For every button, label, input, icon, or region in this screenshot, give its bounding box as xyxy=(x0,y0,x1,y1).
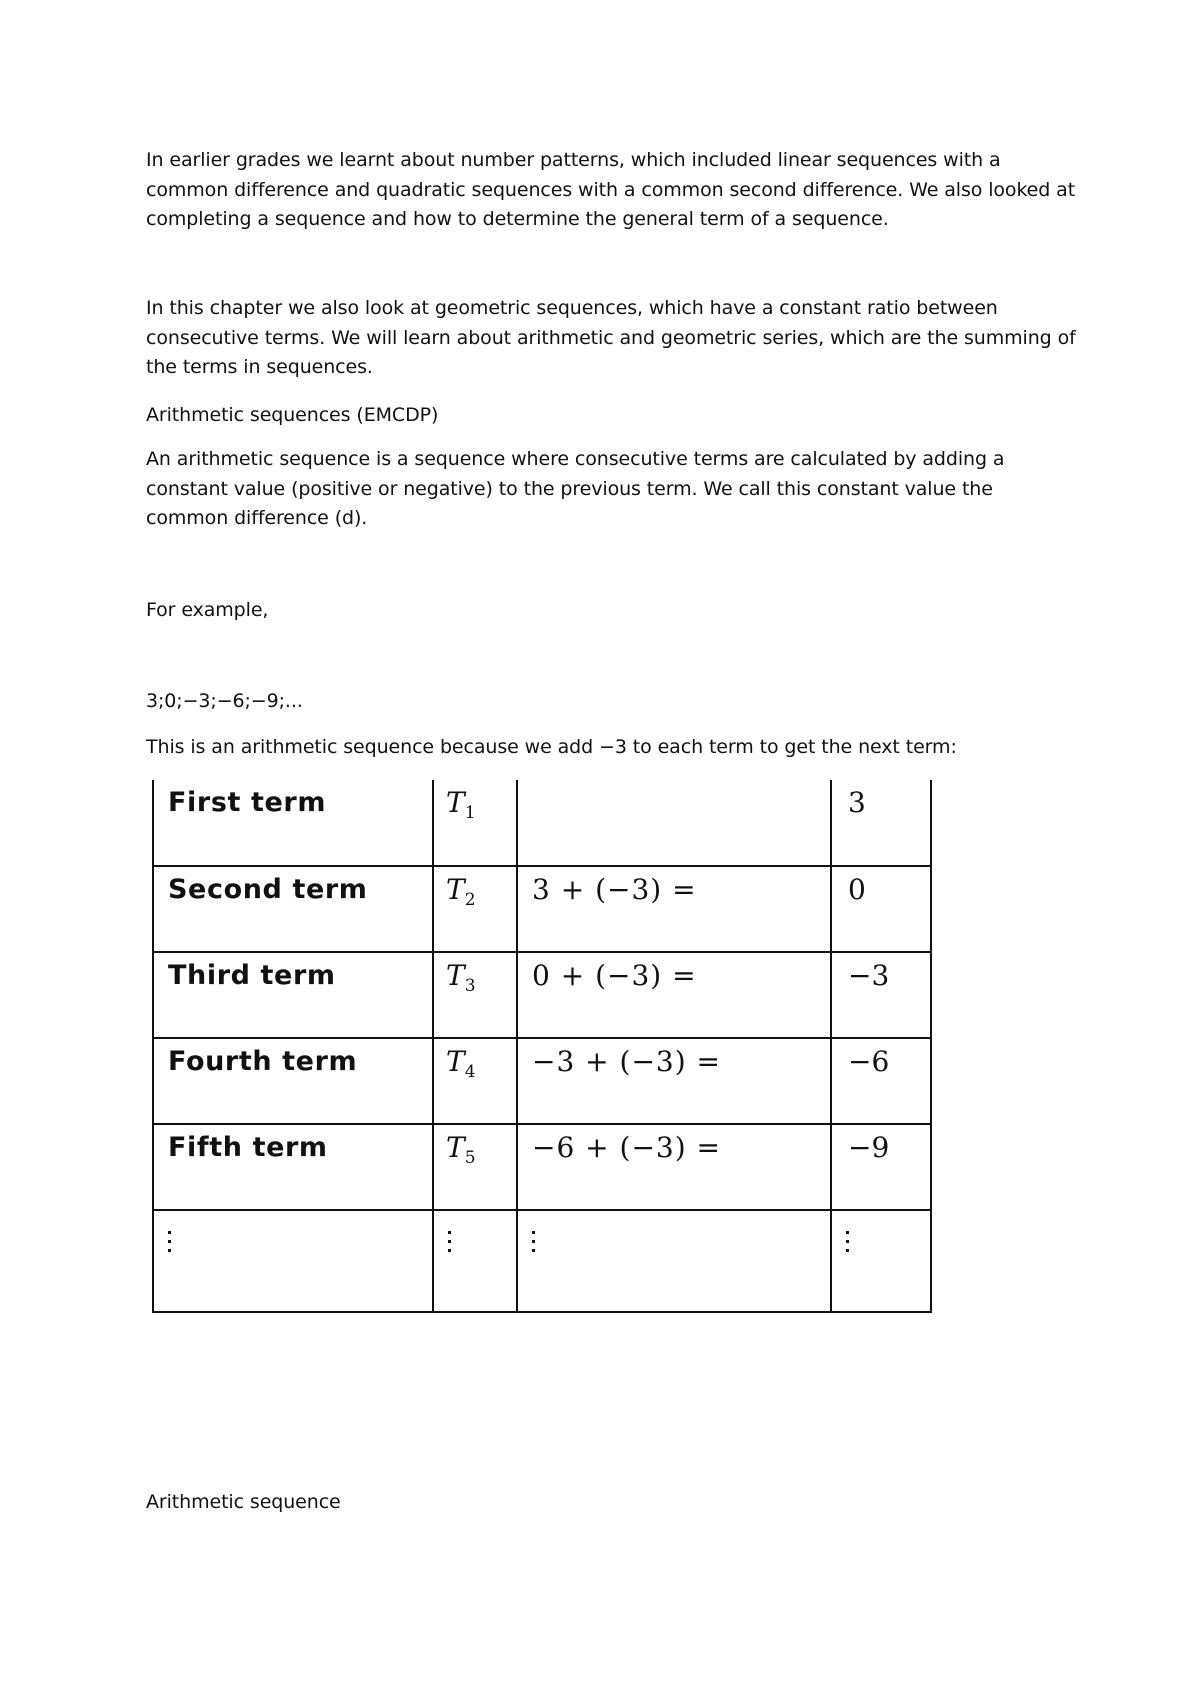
term-value: −6 xyxy=(831,1038,931,1124)
table-row xyxy=(153,780,931,866)
term-value: 0 xyxy=(831,866,931,952)
vertical-ellipsis-icon xyxy=(846,1231,852,1258)
table-row xyxy=(153,1038,931,1124)
term-expression: 3 + (−3) = xyxy=(517,866,831,952)
sequence-table xyxy=(152,780,932,1313)
vertical-ellipsis-icon xyxy=(532,1231,538,1258)
table-row-continuation xyxy=(153,1210,931,1312)
vdots-cell xyxy=(831,1210,931,1312)
term-label: Third term xyxy=(153,952,433,1038)
vertical-ellipsis-icon xyxy=(448,1231,454,1258)
term-value: −9 xyxy=(831,1124,931,1210)
term-symbol-letter: T xyxy=(446,1131,465,1164)
section-heading: Arithmetic sequences (EMCDP) xyxy=(146,404,439,426)
term-label: Fourth term xyxy=(153,1038,433,1124)
term-index: 1 xyxy=(464,803,476,823)
chapter-paragraph: In this chapter we also look at geometric sequences, which have a constant ratio between consecutive terms. We will learn about arithmetic and geometric series, which are the summing of the terms in sequences. xyxy=(146,297,1076,378)
footer-heading: Arithmetic sequence xyxy=(146,1491,341,1513)
table-row xyxy=(153,1124,931,1210)
term-label: First term xyxy=(153,780,433,866)
term-label: Second term xyxy=(153,866,433,952)
definition-paragraph: An arithmetic sequence is a sequence where consecutive terms are calculated by adding a constant value (positive or negative) to the previous term. We call this constant value the common difference (d). xyxy=(146,448,1005,529)
term-symbol xyxy=(433,866,517,952)
term-value: 3 xyxy=(831,780,931,866)
term-symbol-letter: T xyxy=(446,873,465,906)
term-expression: −6 + (−3) = xyxy=(517,1124,831,1210)
term-symbol xyxy=(433,780,517,866)
term-label: Fifth term xyxy=(153,1124,433,1210)
term-symbol xyxy=(433,1038,517,1124)
term-symbol-letter: T xyxy=(446,786,465,819)
term-index: 4 xyxy=(464,1062,476,1082)
term-expression: 0 + (−3) = xyxy=(517,952,831,1038)
vdots-cell xyxy=(153,1210,433,1312)
term-expression xyxy=(517,780,831,866)
term-index: 5 xyxy=(464,1148,476,1168)
example-label: For example, xyxy=(146,599,269,621)
term-index: 3 xyxy=(464,976,476,996)
explanation-paragraph: This is an arithmetic sequence because we add −3 to each term to get the next term: xyxy=(146,736,957,758)
term-symbol xyxy=(433,952,517,1038)
vertical-ellipsis-icon xyxy=(168,1231,174,1258)
intro-paragraph: In earlier grades we learnt about number patterns, which included linear sequences with a common difference and quadratic sequences with a common second difference. We also looked at completing a sequence and how to determine the general term of a sequence. xyxy=(146,149,1076,230)
term-symbol xyxy=(433,1124,517,1210)
term-index: 2 xyxy=(464,890,476,910)
term-expression: −3 + (−3) = xyxy=(517,1038,831,1124)
term-symbol-letter: T xyxy=(446,959,465,992)
term-value: −3 xyxy=(831,952,931,1038)
table-row xyxy=(153,952,931,1038)
vdots-cell xyxy=(517,1210,831,1312)
table-row xyxy=(153,866,931,952)
sequence-text: 3;0;−3;−6;−9;... xyxy=(146,690,303,712)
term-symbol-letter: T xyxy=(446,1045,465,1078)
vdots-cell xyxy=(433,1210,517,1312)
